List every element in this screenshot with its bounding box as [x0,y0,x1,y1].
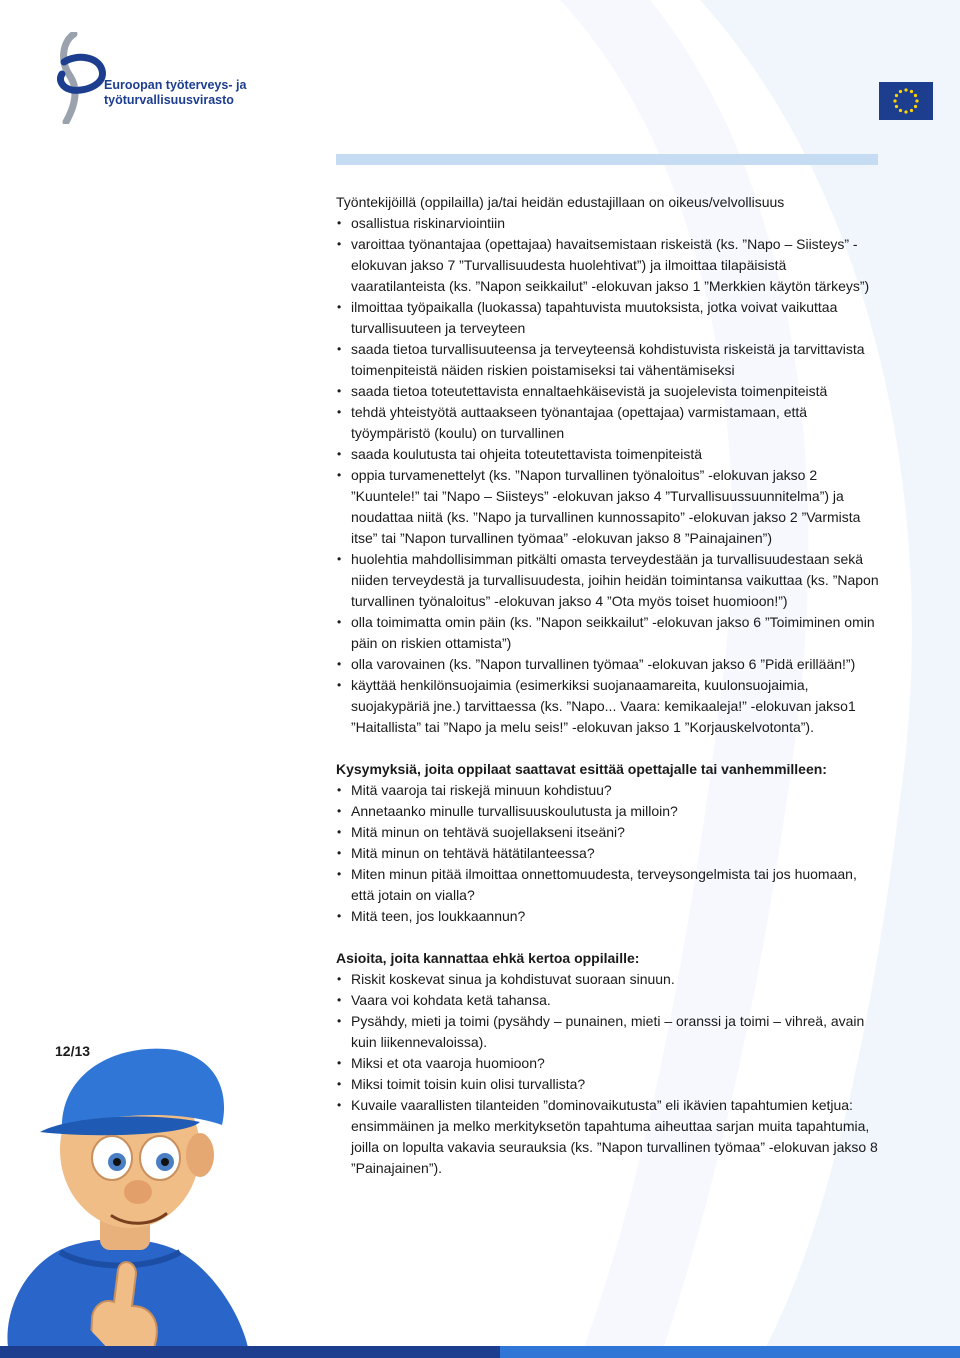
agency-name [104,78,246,108]
eu-star-icon [915,99,918,102]
agency-name-line2: työturvallisuusvirasto [104,93,234,107]
list-item: • saada tietoa turvallisuuteensa ja terveyteensä kohdistuvista riskeistä ja tarvittavista toimenpiteistä näiden riskien poistamiseksi tai vähentämiseksi [336,339,880,381]
intro-text: Työntekijöillä (oppilailla) ja/tai heidän edustajillaan on oikeus/velvollisuus [336,194,785,210]
list-item: • Vaara voi kohdata ketä tahansa. [336,990,880,1011]
list-item: • ilmoittaa työpaikalla (luokassa) tapahtuvista muutoksista, jotka voivat vaikuttaa turvallisuuteen ja terveyteen [336,297,880,339]
eu-star-icon [914,94,917,97]
footer-stripe [0,1346,960,1358]
main-content [336,192,880,1179]
list-item: • Mitä vaaroja tai riskejä minuun kohdistuu? [336,780,880,801]
agency-name-line1: Euroopan työterveys- ja [104,78,247,92]
list-item: • saada koulutusta tai ohjeita toteutettavista toimenpiteistä [336,444,880,465]
list-item: • Mitä teen, jos loukkaannun? [336,906,880,927]
tips-list [336,969,880,1179]
eu-star-icon [904,88,907,91]
list-item: • varoittaa työnantajaa (opettajaa) havaitsemistaan riskeistä (ks. ”Napo – Siisteys” -elokuvan jakso 7 ”Turvallisuudesta huolehtivat”) ja ilmoittaa tilapäisistä vaaratilanteista (ks. ”Napon seikkailut” -elokuvan jakso 1 ”Merkkien käytön tärkeys”) [336,234,880,297]
list-item: • oppia turvamenettelyt (ks. ”Napon turvallinen työnaloitus” -elokuvan jakso 2 ”Kuuntele!” tai ”Napo – Siisteys” -elokuvan jakso 4 ”Turvallisuussuunnitelma”) ja noudattaa niitä (ks. ”Napo ja turvallinen kunnossapito” -elokuvan jakso 2 ”Varmista itse” tai ”Napon turvallinen työmaa” -elokuvan jakso 8 ”Painajainen”) [336,465,880,549]
list-item: • Annetaanko minulle turvallisuuskoulutusta ja milloin? [336,801,880,822]
list-item: • Mitä minun on tehtävä hätätilanteessa? [336,843,880,864]
list-item: • Pysähdy, mieti ja toimi (pysähdy – punainen, mieti – oranssi ja toimi – vihreä, avain kuin liikennevaloissa). [336,1011,880,1053]
eu-star-icon [899,90,902,93]
list-item: • Kuvaile vaarallisten tilanteiden ”dominovaikutusta” eli ikävien tapahtumien ketjua: ensimmäinen ja melko merkityksetön tapahtuma aiheuttaa sarjan muita tapahtumia, joilla on lopulta vakavia seurauksia (ks. ”Napon turvallinen työmaa” -elokuvan jakso 8 ”Painajainen”). [336,1095,880,1179]
eu-flag-icon [879,82,933,120]
tips-heading: Asioita, joita kannattaa ehkä kertoa oppilaille: [336,950,640,966]
header-bar [336,154,878,165]
list-item: • Miksi et ota vaaroja huomioon? [336,1053,880,1074]
list-item: • saada tietoa toteutettavista ennaltaehkäisevistä ja suojelevista toimenpiteistä [336,381,880,402]
list-item: • Miksi toimit toisin kuin olisi turvallista? [336,1074,880,1095]
questions-heading: Kysymyksiä, joita oppilaat saattavat esittää opettajalle tai vanhemmilleen: [336,761,827,777]
agency-logo[interactable] [52,32,247,124]
list-item: • tehdä yhteistyötä auttaakseen työnantajaa (opettajaa) varmistamaan, että työympäristö (koulu) on turvallinen [336,402,880,444]
page-number: 12/13 [55,1043,91,1059]
list-item: • Miten minun pitää ilmoittaa onnettomuudesta, terveysongelmista tai jos huomaan, että jotain on vialla? [336,864,880,906]
list-item: • Riskit koskevat sinua ja kohdistuvat suoraan sinuun. [336,969,880,990]
list-item: • huolehtia mahdollisimman pitkälti omasta terveydestään ja turvallisuudestaan sekä niiden terveydestä ja turvallisuudesta, joihin heidän toimintansa vaikuttaa (ks. ”Napon turvallinen työnaloitus” -elokuvan jakso 4 ”Ota myös toiset huomioon!”) [336,549,880,612]
list-item: • Mitä minun on tehtävä suojellakseni itseäni? [336,822,880,843]
eu-star-icon [893,99,896,102]
eu-star-icon [914,105,917,108]
eu-star-icon [895,94,898,97]
agency-logo-mark-icon [52,32,112,124]
eu-star-icon [910,90,913,93]
napo-character-illustration [0,1020,270,1358]
eu-star-icon [904,110,907,113]
questions-list [336,780,880,927]
list-item: • käyttää henkilönsuojaimia (esimerkiksi suojanaamareita, kuulonsuojaimia, suojakypäriä jne.) tarvittaessa (ks. ”Napo... Vaara: kemikaaleja!” -elokuvan jakso1 ”Haitallista” tai ”Napo ja melu seis!” -elokuvan jakso 1 ”Korjauskelvotonta”). [336,675,880,738]
rights-list [336,213,880,738]
list-item: • olla toimimatta omin päin (ks. ”Napon seikkailut” -elokuvan jakso 6 ”Toimiminen omin päin on riskien ottamista”) [336,612,880,654]
list-item: • olla varovainen (ks. ”Napon turvallinen työmaa” -elokuvan jakso 6 ”Pidä erillään!”) [336,654,880,675]
eu-star-icon [895,105,898,108]
list-item: • osallistua riskinarviointiin [336,213,880,234]
eu-star-icon [899,109,902,112]
eu-star-icon [910,109,913,112]
